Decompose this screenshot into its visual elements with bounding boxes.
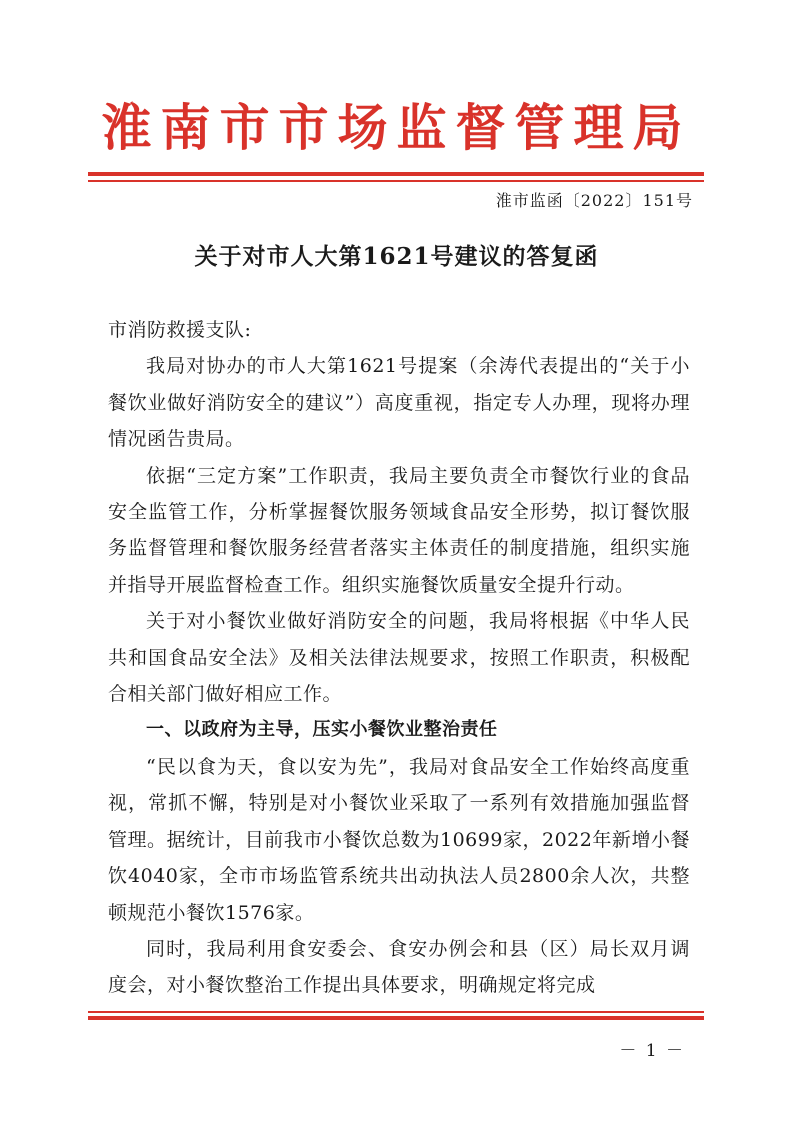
- body-paragraph: 依据“三定方案”工作职责，我局主要负责全市餐饮行业的食品安全监管工作，分析掌握餐饮服务领域食品安全形势，拟订餐饮服务监督管理和餐饮服务经营者落实主体责任的制度措施，组织实施并指导开展监督检查工作。组织实施餐饮质量安全提升行动。: [108, 464, 690, 596]
- body-paragraph: 同时，我局利用食安委会、食安办例会和县（区）局长双月调度会，对小餐饮整治工作提出具体要求，明确规定将完成: [108, 937, 690, 997]
- footer-rule-thick: [88, 1016, 704, 1020]
- body-paragraph: 我局对协办的市人大第1621号提案（余涛代表提出的“关于小餐饮业做好消防安全的建议”）高度重视，指定专人办理，现将办理情况函告贵局。: [108, 355, 690, 451]
- footer-rule-thin: [88, 1011, 704, 1013]
- section-heading: 一、以政府为主导，压实小餐饮业整治责任: [146, 719, 498, 741]
- letterhead-rule-thin: [88, 180, 704, 182]
- salutation: 市消防救援支队:: [108, 319, 252, 341]
- document-number: 淮市监函〔2022〕151号: [495, 191, 693, 210]
- body-paragraph: “民以食为天，食以安为先”，我局对食品安全工作始终高度重视，常抓不懈，特别是对小餐饮业采取了一系列有效措施加强监督管理。据统计，目前我市小餐饮总数为10699家，2022年新增小餐饮4040家，全市市场监管系统共出动执法人员2800余人次，共整顿规范小餐饮1576家。: [108, 755, 690, 924]
- letterhead-rule-thick: [88, 172, 704, 176]
- agency-letterhead: 淮南市市场监督管理局: [101, 99, 692, 157]
- document-body: [108, 312, 690, 1004]
- page-number: － 1 －: [619, 1041, 685, 1061]
- document-title: 关于对市人大第1621号建议的答复函: [194, 243, 599, 270]
- body-paragraph: 关于对小餐饮业做好消防安全的问题，我局将根据《中华人民共和国食品安全法》及相关法律法规要求，按照工作职责，积极配合相关部门做好相应工作。: [108, 610, 690, 706]
